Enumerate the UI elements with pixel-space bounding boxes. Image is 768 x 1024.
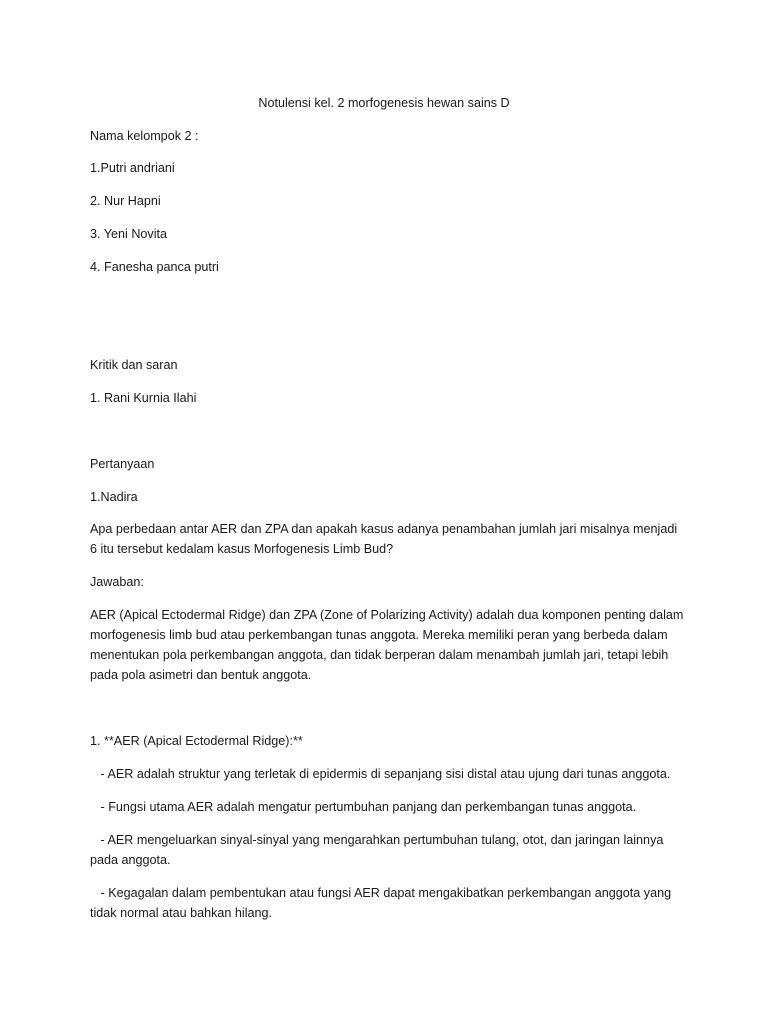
group-heading: Nama kelompok 2 :	[90, 129, 199, 143]
aer-point-line: tidak normal atau bahkan hilang.	[90, 906, 273, 920]
answer-heading: Jawaban:	[90, 575, 144, 589]
question-line: 6 itu tersebut kedalam kasus Morfogenesis Limb Bud?	[90, 542, 394, 556]
member-item: 3. Yeni Novita	[90, 227, 168, 241]
member-item: 1.Putri andriani	[90, 161, 175, 175]
critique-heading: Kritik dan saran	[90, 358, 178, 372]
page-title: Notulensi kel. 2 morfogenesis hewan sains D	[258, 96, 510, 110]
question-text	[90, 519, 690, 559]
question-asker: 1.Nadira	[90, 490, 138, 504]
aer-point-line: - Fungsi utama AER adalah mengatur pertumbuhan panjang dan perkembangan tunas anggota.	[90, 800, 637, 814]
member-item: 4. Fanesha panca putri	[90, 260, 219, 274]
answer-line: menentukan pola perkembangan anggota, dan tidak berperan dalam menambah jumlah jari, tetapi lebih	[90, 648, 669, 662]
aer-point-line: pada anggota.	[90, 853, 171, 867]
aer-point	[90, 797, 690, 817]
aer-point-line: - AER adalah struktur yang terletak di epidermis di sepanjang sisi distal atau ujung dari tunas anggota.	[90, 767, 671, 781]
answer-line: pada pola asimetri dan bentuk anggota.	[90, 668, 312, 682]
answer-text	[90, 605, 690, 685]
aer-heading: 1. **AER (Apical Ectodermal Ridge):**	[90, 734, 303, 748]
answer-line: morfogenesis limb bud atau perkembangan tunas anggota. Mereka memiliki peran yang berbeda dalam	[90, 628, 668, 642]
aer-point	[90, 764, 690, 784]
aer-point	[90, 830, 690, 870]
member-item: 2. Nur Hapni	[90, 194, 161, 208]
aer-point	[90, 883, 690, 923]
question-heading: Pertanyaan	[90, 457, 155, 471]
aer-point-line: - Kegagalan dalam pembentukan atau fungsi AER dapat mengakibatkan perkembangan anggota yang	[90, 886, 672, 900]
question-line: Apa perbedaan antar AER dan ZPA dan apakah kasus adanya penambahan jumlah jari misalnya menjadi	[90, 522, 678, 536]
critique-item: 1. Rani Kurnia Ilahi	[90, 391, 197, 405]
aer-point-line: - AER mengeluarkan sinyal-sinyal yang mengarahkan pertumbuhan tulang, otot, dan jaringan lainnya	[90, 833, 664, 847]
answer-line: AER (Apical Ectodermal Ridge) dan ZPA (Zone of Polarizing Activity) adalah dua komponen penting dalam	[90, 608, 684, 622]
